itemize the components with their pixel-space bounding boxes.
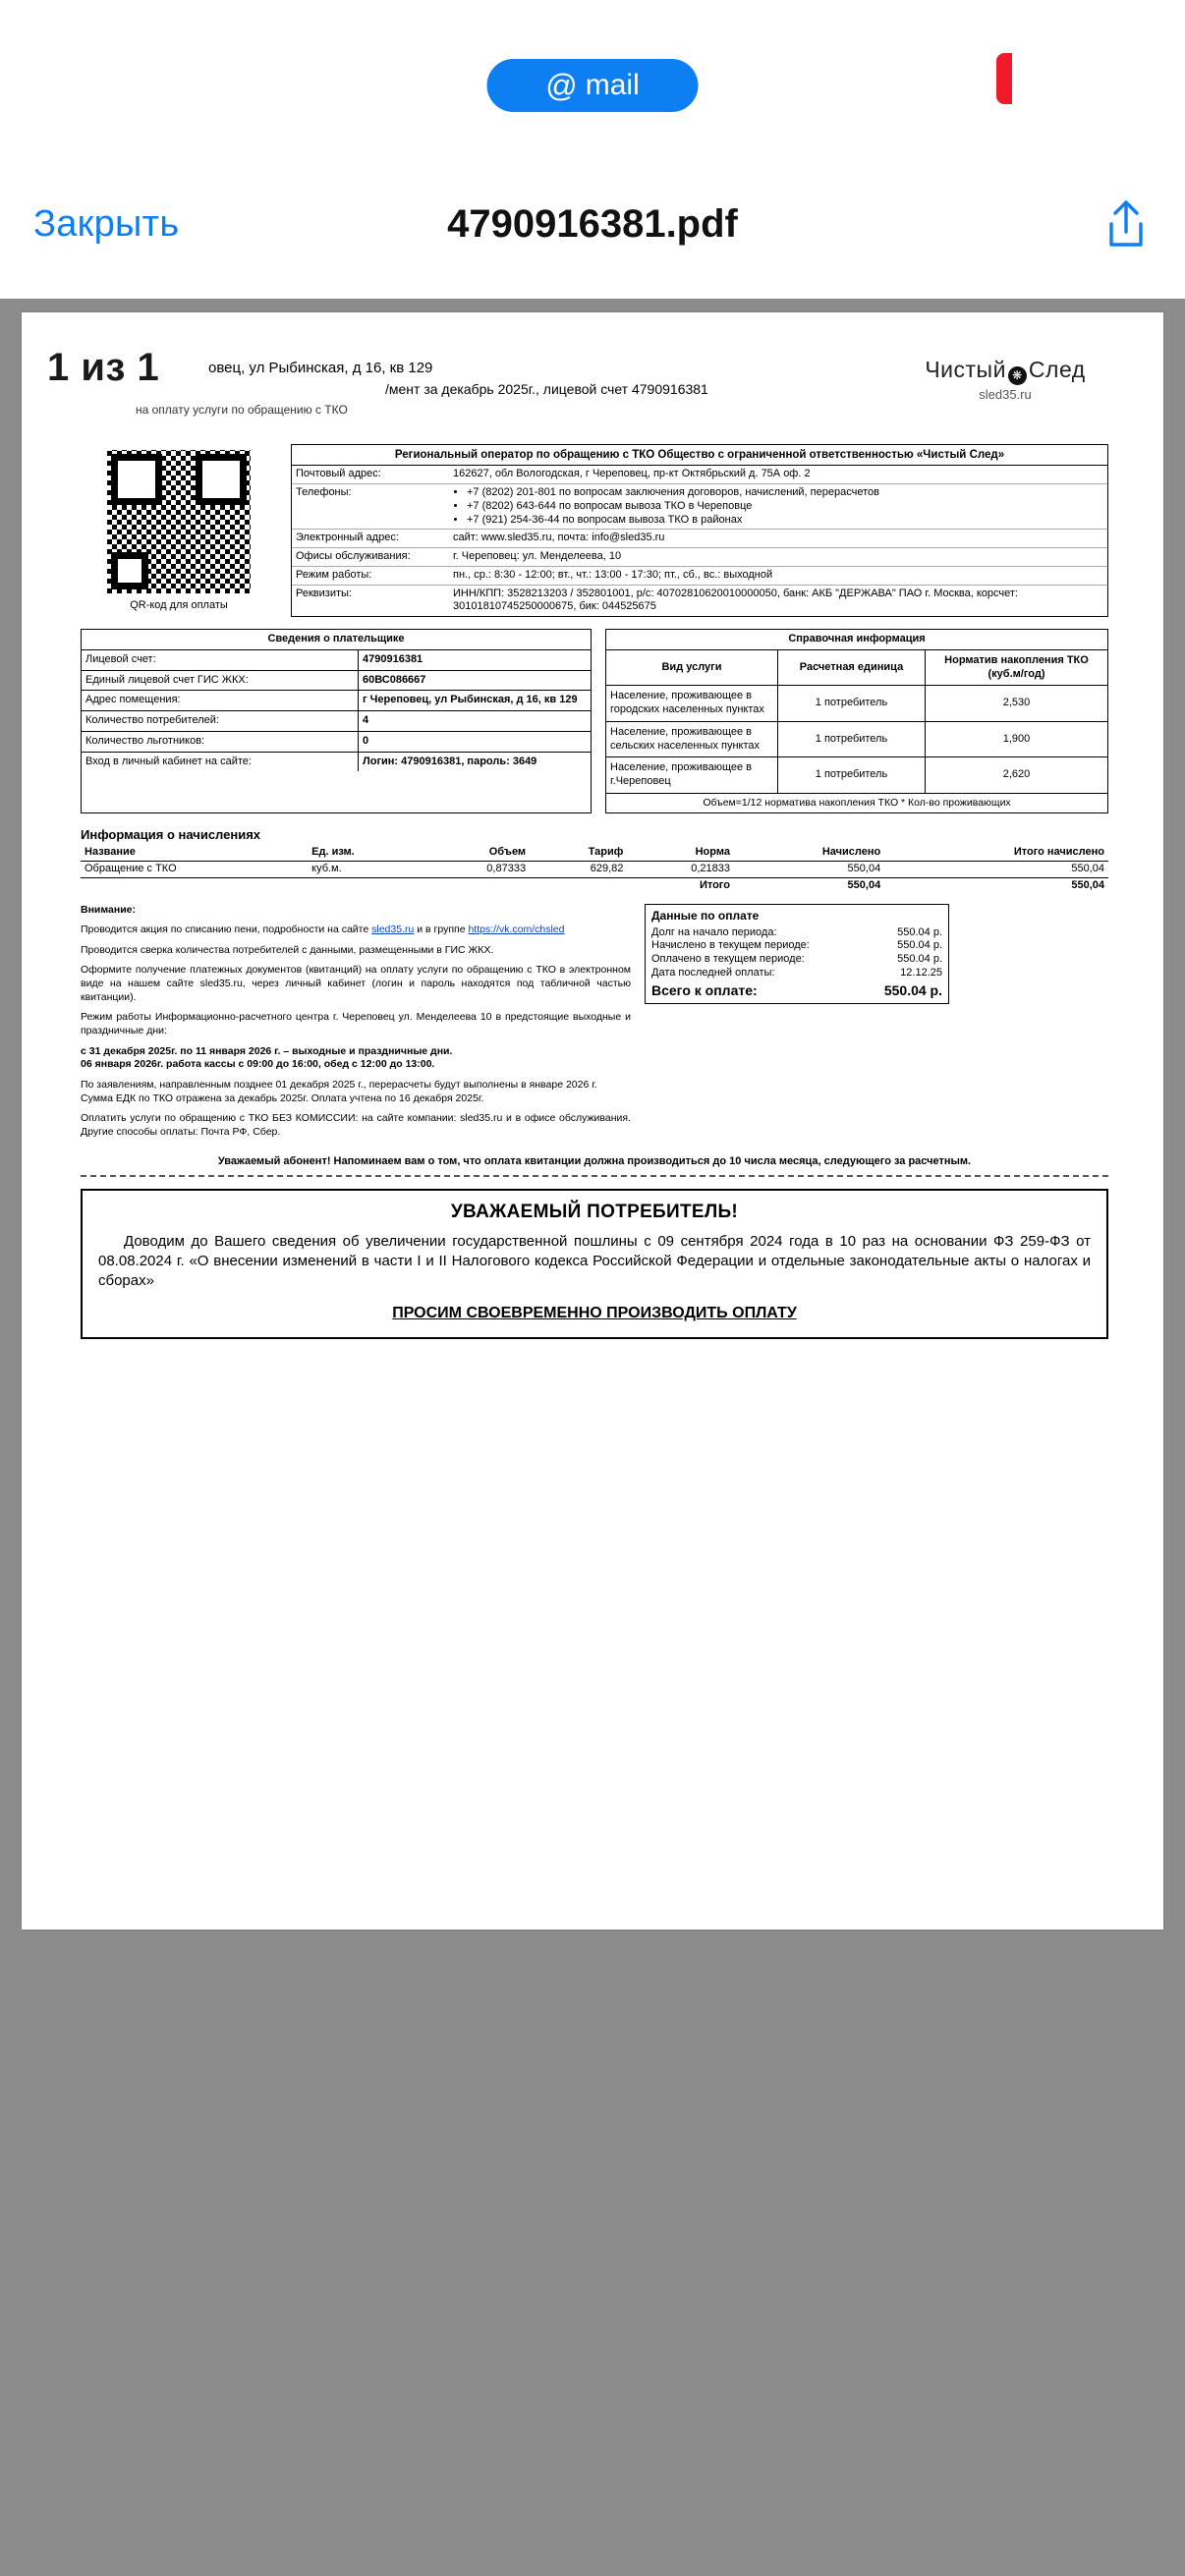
payer-value: 0 (363, 734, 369, 747)
operator-phones (453, 486, 1103, 527)
reference-title: Справочная информация (606, 630, 1107, 650)
notification-marker (996, 53, 1012, 104)
payer-label: Единый лицевой счет ГИС ЖКХ: (82, 671, 359, 691)
payment-title: Данные по оплате (651, 908, 760, 923)
table-row (82, 671, 591, 692)
operator-label: Офисы обслуживания: (296, 550, 411, 563)
app-header (0, 0, 1185, 299)
reference-unit: 1 потребитель (778, 722, 926, 757)
charges-total-sum: 550,04 (884, 877, 1108, 893)
cabinet-credentials: Логин: 4790916381, пароль: 3649 (363, 755, 537, 767)
reference-norm: 2,530 (1002, 697, 1031, 709)
mail-logo (487, 59, 699, 112)
table-row (82, 711, 591, 732)
operator-label: Электронный адрес: (296, 532, 399, 544)
charges-accrued: 550,04 (847, 863, 881, 874)
consumer-notice-title: УВАЖАЕМЫЙ ПОТРЕБИТЕЛЬ! (450, 1202, 739, 1223)
operator-value: 162627, обл Вологодская, г Череповец, пр-кт Октябрьский д. 75А оф. 2 (453, 468, 811, 480)
page-title: 4790916381.pdf (447, 201, 738, 246)
attention-paragraph: Режим работы Информационно-расчетного центра г. Череповец ул. Менделеева 10 в предстоящие выходные и праздничные дни: (81, 1011, 631, 1036)
site-link[interactable]: sled35.ru (371, 924, 415, 936)
payment-row (651, 926, 942, 940)
operator-row (292, 567, 1107, 586)
charges-name: Обращение с ТКО (85, 863, 177, 874)
attention-payment-section (81, 904, 1108, 1147)
attention-paragraph: Оплатить услуги по обращению с ТКО БЕЗ КОМИССИИ: на сайте компании: sled35.ru и в офисе обслуживания. Другие способы оплаты: Почта РФ, Сбер. (81, 1112, 631, 1138)
table-row (81, 862, 1108, 878)
payment-label: Долг на начало периода: (651, 925, 777, 938)
operator-row (292, 484, 1107, 530)
consumer-notice (81, 1189, 1108, 1339)
operator-label: Телефоны: (296, 486, 352, 499)
reference-service: Население, проживающее в г.Череповец (606, 757, 778, 793)
operator-title: Региональный оператор по обращению с ТКО Общество с ограниченной ответственностью «Чистый След» (292, 445, 1107, 466)
charges-total-row (81, 877, 1108, 893)
operator-row (292, 586, 1107, 617)
payment-row (651, 967, 942, 980)
operator-phone: • +7 (8202) 201-801 по вопросам заключения договоров, начислений, перерасчетов (467, 486, 1103, 500)
charges-norm: 0,21833 (691, 863, 730, 874)
operator-value: пн., ср.: 8:30 - 12:00; вт., чт.: 13:00 - 17:30; пт., сб., вс.: выходной (453, 568, 773, 581)
close-button[interactable]: Закрыть (33, 202, 180, 245)
payment-label: Начислено в текущем периоде: (651, 939, 810, 952)
reference-unit: 1 потребитель (778, 757, 926, 793)
charges-col-name: Название (81, 845, 308, 861)
payer-value: 4790916381 (363, 652, 423, 665)
payer-title: Сведения о плательщике (82, 630, 591, 650)
operator-row (292, 466, 1107, 484)
payment-total-label: Всего к оплате: (651, 981, 758, 998)
reference-col-norm: Норматив накопления ТКО (куб.м/год) (944, 653, 1089, 680)
payment-value: 550.04 р. (897, 925, 942, 938)
charges-col-volume: Объем (423, 845, 530, 861)
attention-paragraph: Проводится сверка количества потребителей с данными, размещенными в ГИС ЖКХ. (81, 943, 494, 956)
charges-unit: куб.м. (311, 863, 342, 874)
qr-caption: QR-код для оплаты (130, 599, 228, 611)
charges-col-total: Итого начислено (884, 845, 1108, 861)
attention-paragraph: Проводится акция по списанию пени, подробности на сайте sled35.ru и в группе https://vk.com/chsled (81, 924, 565, 936)
reference-col-unit: Расчетная единица (778, 650, 926, 686)
company-site: sled35.ru (979, 387, 1032, 402)
receipt-address-line: овец, ул Рыбинская, д 16, кв 129 (208, 360, 433, 376)
payment-value: 550.04 р. (897, 939, 942, 952)
company-logo-word2: След (1028, 357, 1086, 382)
table-row (82, 691, 591, 711)
operator-row (292, 530, 1107, 548)
reference-unit: 1 потребитель (778, 686, 926, 721)
payer-label: Количество льготников: (82, 732, 359, 752)
payer-value: 60ВС086667 (363, 673, 426, 686)
payment-row (651, 953, 942, 967)
reference-header-row (606, 650, 1107, 687)
qr-column (81, 444, 277, 617)
attention-heading: Внимание: (81, 903, 136, 916)
payer-label: Адрес помещения: (82, 691, 359, 710)
operator-value: ИНН/КПП: 3528213203 / 352801001, р/с: 40702810620010000050, банк: АКБ "ДЕРЖАВА" ПАО г. Москва, корсчет: 30101810745250000675, бик: 044525675 (453, 587, 1018, 613)
table-row (82, 650, 591, 671)
payment-total-value: 550.04 р. (883, 981, 942, 998)
vk-link[interactable]: https://vk.com/chsled (468, 924, 565, 936)
charges-col-norm: Норма (627, 845, 734, 861)
reference-service: Население, проживающее в сельских населенных пунктах (606, 722, 778, 757)
page-indicator: 1 из 1 (47, 346, 160, 389)
payment-box (645, 904, 949, 1005)
attention-paragraph-bold: с 31 декабря 2025г. по 11 января 2026 г. – выходные и праздничные дни. (81, 1044, 453, 1057)
mail-logo-label: mail (585, 69, 640, 101)
payer-table (81, 629, 592, 813)
payer-reference-section (81, 629, 1108, 813)
payer-value: 4 (363, 714, 369, 727)
payer-value: г Череповец, ул Рыбинская, д 16, кв 129 (363, 694, 578, 706)
attention-paragraph: Оформите получение платежных документов (квитанций) на оплату услуги по обращению с ТКО в электронном виде на нашем сайте sled35.ru, через личный кабинет (логин и пароль находятся под табличной частью квитанции). (81, 964, 631, 1003)
pdf-viewer-navbar (0, 177, 1185, 271)
charges-tariff: 629,82 (590, 863, 624, 874)
charges-table (81, 845, 1108, 893)
operator-phone: • +7 (921) 254-36-44 по вопросам вывоза ТКО в районах (467, 514, 1103, 528)
table-row (606, 686, 1107, 722)
attention-paragraph: По заявлениям, направленным позднее 01 декабря 2025 г., перерасчеты будут выполнены в январе 2026 г. (81, 1078, 597, 1091)
charges-volume: 0,87333 (486, 863, 527, 874)
charges-header-row (81, 845, 1108, 861)
share-icon[interactable] (1100, 196, 1152, 252)
receipt-sheet (81, 356, 1108, 1339)
receipt-period-line: /мент за декабрь 2025г., лицевой счет 4790916381 (385, 381, 708, 397)
company-logo-word1: Чистый (925, 357, 1006, 382)
operator-table (291, 444, 1108, 617)
payment-total-row (651, 982, 942, 1000)
reference-table (605, 629, 1108, 813)
reference-norm: 1,900 (1002, 732, 1031, 745)
consumer-notice-body: Доводим до Вашего сведения об увеличении государственной пошлины с 09 сентября 2024 года в 10 раз на основании ФЗ 259-ФЗ от 08.08.2024 г. «О внесении изменений в части I и II Налогового кодекса Российской Федерации и отдельные законодательные акты о налогах и сборах» (98, 1232, 1091, 1290)
qr-code-icon (107, 450, 251, 593)
consumer-notice-cta: ПРОСИМ СВОЕВРЕМЕННО ПРОИЗВОДИТЬ ОПЛАТУ (392, 1304, 797, 1321)
reference-service: Население, проживающее в городских населенных пунктах (606, 686, 778, 721)
payment-label: Оплачено в текущем периоде: (651, 953, 805, 965)
operator-row (292, 548, 1107, 567)
charges-total-accrued: 550,04 (734, 877, 884, 893)
operator-label: Почтовый адрес: (296, 468, 381, 480)
cabinet-label: Вход в личный кабинет на сайте: (82, 753, 359, 772)
charges-title: Информация о начислениях (81, 827, 261, 842)
leaf-icon: ❋ (1008, 366, 1027, 385)
table-row (606, 722, 1107, 758)
operator-section (81, 444, 1108, 617)
pdf-viewer[interactable] (0, 299, 1185, 2576)
table-row (606, 757, 1107, 794)
operator-phone: • +7 (8202) 643-644 по вопросам вывоза ТКО в Череповце (467, 500, 1103, 514)
payment-value: 12.12.25 (900, 966, 942, 979)
company-logo (902, 356, 1108, 403)
attention-paragraph: Сумма ЕДК по ТКО отражена за декабрь 2025г. Оплата учтена по 16 декабря 2025г. (81, 1092, 484, 1104)
charges-total-label: Итого (627, 877, 734, 893)
company-logo-text (902, 356, 1108, 385)
reference-norm: 2,620 (1002, 768, 1031, 781)
payer-label: Лицевой счет: (82, 650, 359, 670)
attention-block (81, 904, 631, 1147)
pdf-page (22, 312, 1163, 1930)
operator-value: г. Череповец: ул. Менделеева, 10 (453, 550, 622, 563)
cut-line (81, 1175, 1108, 1177)
at-icon: @ (545, 68, 578, 103)
charges-total: 550,04 (1071, 863, 1104, 874)
receipt-header (81, 356, 1108, 426)
operator-value: сайт: www.sled35.ru, почта: info@sled35.ru (453, 532, 665, 544)
footer-note: Уважаемый абонент! Напоминаем вам о том, что оплата квитанции должна производиться до 10 числа месяца, следующего за расчетным. (217, 1155, 972, 1168)
operator-label: Режим работы: (296, 568, 372, 581)
payment-label: Дата последней оплаты: (651, 966, 775, 979)
payer-label: Количество потребителей: (82, 711, 359, 731)
payment-row (651, 939, 942, 953)
reference-note: Объем=1/12 норматива накопления ТКО * Кол-во проживающих (703, 796, 1011, 809)
charges-col-unit: Ед. изм. (308, 845, 423, 861)
attention-paragraph-bold: 06 января 2026г. работа кассы с 09:00 до 16:00, обед с 12:00 до 13:00. (81, 1058, 435, 1071)
payment-value: 550.04 р. (897, 953, 942, 965)
table-row (82, 732, 591, 753)
reference-col-service: Вид услуги (606, 650, 778, 686)
table-row (82, 753, 591, 772)
charges-col-accrued: Начислено (734, 845, 884, 861)
operator-label: Реквизиты: (296, 587, 352, 599)
charges-col-tariff: Тариф (530, 845, 627, 861)
receipt-subtitle: на оплату услуги по обращению с ТКО (136, 403, 348, 417)
